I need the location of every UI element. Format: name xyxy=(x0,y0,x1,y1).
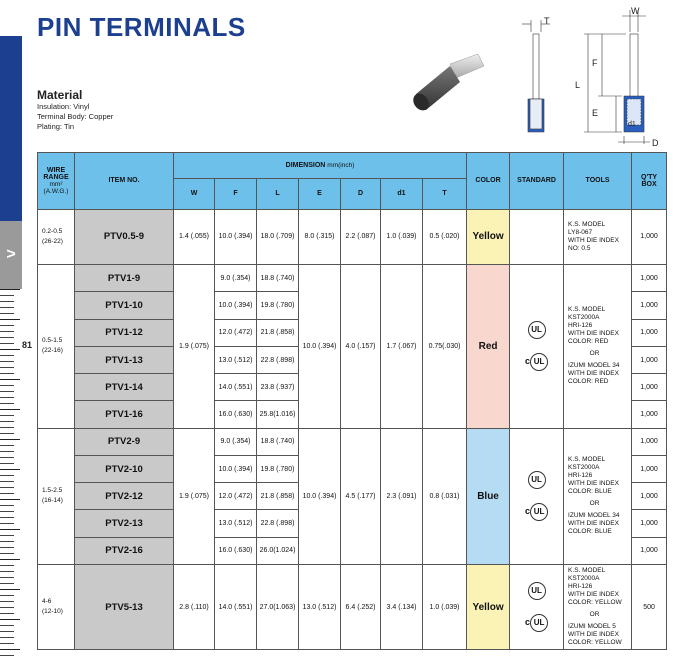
drawing-label-t: T xyxy=(544,16,550,26)
dim-d: 6.4 (.252) xyxy=(341,565,381,650)
dim-e: 10.0 (.394) xyxy=(299,265,341,429)
dim-f: 13.0 (.512) xyxy=(215,510,257,537)
dim-f: 10.0 (.394) xyxy=(215,292,257,319)
chapter-tab[interactable] xyxy=(0,221,22,289)
wire-range-cell: 0.5-1.5 (22-16) xyxy=(38,265,75,429)
qty-cell: 1,000 xyxy=(632,483,667,510)
dim-f: 12.0 (.472) xyxy=(215,319,257,346)
header-d1: d1 xyxy=(381,179,423,209)
dim-l: 19.8 (.780) xyxy=(257,455,299,482)
header-tools: TOOLS xyxy=(564,153,632,210)
dim-d1: 3.4 (.134) xyxy=(381,565,423,650)
page-number: 81 xyxy=(22,340,33,350)
dim-f: 10.0 (.394) xyxy=(215,209,257,265)
dim-l: 25.8(1.016) xyxy=(257,401,299,428)
cul-mark-icon: UL xyxy=(530,503,548,521)
dim-l: 18.8 (.740) xyxy=(257,428,299,455)
color-cell: Yellow xyxy=(467,209,510,265)
item-no-cell: PTV0.5-9 xyxy=(75,209,174,265)
header-d: D xyxy=(341,179,381,209)
c-mark: c xyxy=(525,506,531,517)
dim-l: 22.8 (.898) xyxy=(257,510,299,537)
dim-w: 1.9 (.075) xyxy=(174,265,215,429)
wire-range-cell: 4-6 (12-10) xyxy=(38,565,75,650)
color-cell: Red xyxy=(467,265,510,429)
material-heading: Material xyxy=(37,88,83,102)
dim-l: 21.8 (.858) xyxy=(257,319,299,346)
header-wire-range: WIRE RANGE mm² (A.W.G.) xyxy=(38,153,75,210)
dim-e: 8.0 (.315) xyxy=(299,209,341,265)
header-color: COLOR xyxy=(467,153,510,210)
dim-l: 18.0 (.709) xyxy=(257,209,299,265)
qty-cell: 1,000 xyxy=(632,292,667,319)
dim-f: 14.0 (.551) xyxy=(215,565,257,650)
tab-arrow-icon: > xyxy=(6,246,16,263)
qty-cell: 1,000 xyxy=(632,265,667,292)
item-no-cell: PTV2-10 xyxy=(75,455,174,482)
material-block xyxy=(37,88,113,132)
item-no-cell: PTV1-10 xyxy=(75,292,174,319)
qty-cell: 500 xyxy=(632,565,667,650)
table-row xyxy=(38,428,667,455)
dim-f: 9.0 (.354) xyxy=(215,265,257,292)
drawing-label-e: E xyxy=(592,108,599,118)
qty-cell: 1,000 xyxy=(632,401,667,428)
wire-range-cell: 0.2-0.5 (26-22) xyxy=(38,209,75,265)
material-line: Plating: Tin xyxy=(37,122,75,131)
drawing-label-l: L xyxy=(575,80,581,90)
margin-ruler-major xyxy=(0,289,22,657)
dim-f: 13.0 (.512) xyxy=(215,346,257,373)
header-e: E xyxy=(299,179,341,209)
item-no-cell: PTV2-9 xyxy=(75,428,174,455)
header-f: F xyxy=(215,179,257,209)
dim-w: 1.4 (.055) xyxy=(174,209,215,265)
standard-cell xyxy=(510,265,564,429)
header-l: L xyxy=(257,179,299,209)
dim-t: 0.75(.030) xyxy=(423,265,467,429)
qty-cell: 1,000 xyxy=(632,455,667,482)
table-row xyxy=(38,565,667,650)
dim-d1: 1.7 (.067) xyxy=(381,265,423,429)
item-no-cell: PTV1-13 xyxy=(75,346,174,373)
cul-mark-icon: UL xyxy=(530,353,548,371)
item-no-cell: PTV1-14 xyxy=(75,374,174,401)
color-cell: Blue xyxy=(467,428,510,564)
dim-w: 1.9 (.075) xyxy=(174,428,215,564)
c-mark: c xyxy=(525,617,531,627)
item-no-cell: PTV2-12 xyxy=(75,483,174,510)
tools-cell: K.S. MODEL KST2000A HRI-126 WITH DIE INDEX COLOR: YELLOW OR IZUMI MODEL 5 WITH DIE INDEX COLOR: YELLOW xyxy=(564,565,632,650)
dim-l: 19.8 (.780) xyxy=(257,292,299,319)
ul-mark-icon: UL xyxy=(528,321,546,339)
item-no-cell: PTV2-13 xyxy=(75,510,174,537)
dim-w: 2.8 (.110) xyxy=(174,565,215,650)
dim-d1: 1.0 (.039) xyxy=(381,209,423,265)
qty-cell: 1,000 xyxy=(632,537,667,564)
table-row xyxy=(38,265,667,292)
dimension-drawing xyxy=(518,4,668,152)
dim-l: 21.8 (.858) xyxy=(257,483,299,510)
tools-cell: K.S. MODEL KST2000A HRI-126 WITH DIE INDEX COLOR: RED OR IZUMI MODEL 34 WITH DIE INDEX COLOR: RED xyxy=(564,265,632,429)
section-bar xyxy=(0,36,22,221)
header-standard: STANDARD xyxy=(510,153,564,210)
item-no-cell: PTV1-16 xyxy=(75,401,174,428)
cul-mark-icon: UL xyxy=(530,614,548,632)
dim-e: 10.0 (.394) xyxy=(299,428,341,564)
qty-cell: 1,000 xyxy=(632,209,667,265)
material-line: Insulation: Vinyl xyxy=(37,102,90,111)
dim-e: 13.0 (.512) xyxy=(299,565,341,650)
header-w: W xyxy=(174,179,215,209)
dim-t: 0.8 (.031) xyxy=(423,428,467,564)
drawing-label-f: F xyxy=(592,58,598,68)
item-no-cell: PTV1-9 xyxy=(75,265,174,292)
standard-cell xyxy=(510,209,564,265)
dim-t: 1.0 (.039) xyxy=(423,565,467,650)
dim-l: 27.0(1.063) xyxy=(257,565,299,650)
dim-d: 2.2 (.087) xyxy=(341,209,381,265)
dim-l: 22.8 (.898) xyxy=(257,346,299,373)
dim-l: 26.0(1.024) xyxy=(257,537,299,564)
dim-d: 4.5 (.177) xyxy=(341,428,381,564)
ul-mark-icon: UL xyxy=(528,471,546,489)
color-cell: Yellow xyxy=(467,565,510,650)
wire-range-cell: 1.5-2.5 (16-14) xyxy=(38,428,75,564)
qty-cell: 1,000 xyxy=(632,428,667,455)
c-mark: c xyxy=(525,356,531,367)
tools-cell: K.S. MODEL KST2000A HRI-126 WITH DIE INDEX COLOR: BLUE OR IZUMI MODEL 34 WITH DIE INDEX COLOR: BLUE xyxy=(564,428,632,564)
header-dimension: DIMENSION mm(inch) xyxy=(174,153,467,179)
standard-cell xyxy=(510,428,564,564)
dim-f: 16.0 (.630) xyxy=(215,401,257,428)
item-no-cell: PTV2-16 xyxy=(75,537,174,564)
dim-f: 12.0 (.472) xyxy=(215,483,257,510)
qty-cell: 1,000 xyxy=(632,319,667,346)
dim-f: 16.0 (.630) xyxy=(215,537,257,564)
dim-f: 14.0 (.551) xyxy=(215,374,257,401)
dim-t: 0.5 (.020) xyxy=(423,209,467,265)
drawing-label-w: W xyxy=(631,6,640,16)
item-no-cell: PTV5-13 xyxy=(75,565,174,650)
item-no-cell: PTV1-12 xyxy=(75,319,174,346)
standard-cell xyxy=(510,565,564,650)
drawing-label-d: D xyxy=(652,138,659,148)
ul-mark-icon: UL xyxy=(528,582,546,600)
header-item-no: ITEM NO. xyxy=(75,153,174,210)
qty-cell: 1,000 xyxy=(632,374,667,401)
header-qty: Q'TY BOX xyxy=(632,153,667,210)
dim-f: 9.0 (.354) xyxy=(215,428,257,455)
qty-cell: 1,000 xyxy=(632,510,667,537)
header-t: T xyxy=(423,179,467,209)
qty-cell: 1,000 xyxy=(632,346,667,373)
dim-f: 10.0 (.394) xyxy=(215,455,257,482)
spec-table xyxy=(37,152,667,650)
dim-d: 4.0 (.157) xyxy=(341,265,381,429)
table-row xyxy=(38,209,667,265)
page-title: PIN TERMINALS xyxy=(37,12,246,42)
dim-l: 18.8 (.740) xyxy=(257,265,299,292)
tools-cell: K.S. MODEL LY8-067 WITH DIE INDEX NO: 0.5 xyxy=(564,209,632,265)
drawing-label-d1: d1 xyxy=(628,121,636,128)
dim-d1: 2.3 (.091) xyxy=(381,428,423,564)
pin-terminal-photo xyxy=(410,52,490,117)
dim-l: 23.8 (.937) xyxy=(257,374,299,401)
material-line: Terminal Body: Copper xyxy=(37,112,114,121)
